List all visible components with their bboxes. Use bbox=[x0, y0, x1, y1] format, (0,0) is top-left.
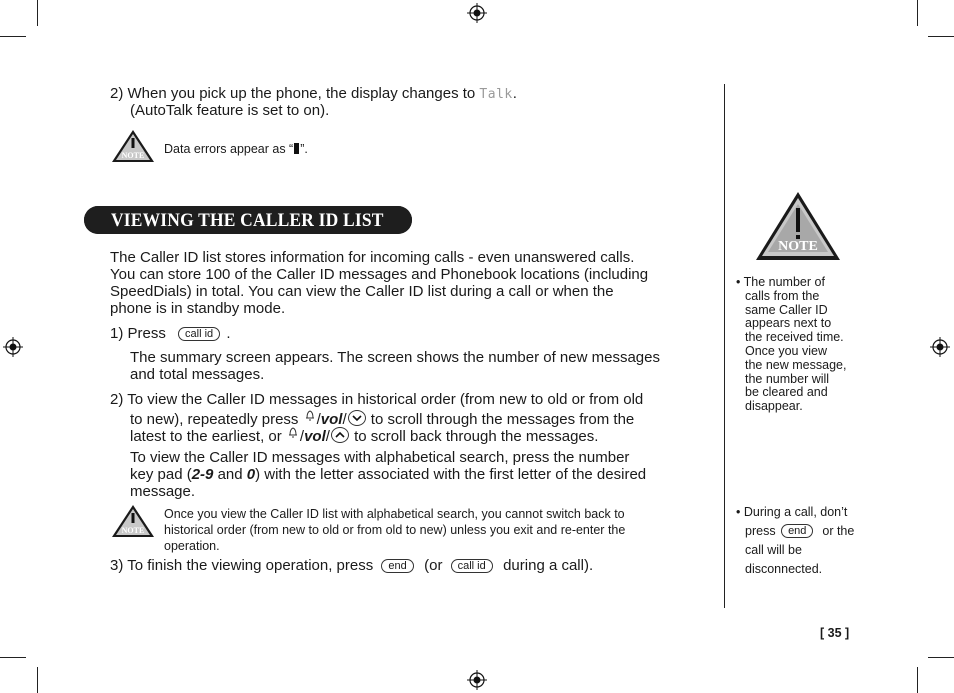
page-number: [ 35 ] bbox=[820, 626, 850, 640]
down-arrow-key-icon bbox=[348, 410, 366, 426]
step-3: 3) To finish the viewing operation, press end (or call id during a call). bbox=[110, 557, 594, 574]
step-2-line3: latest to the earliest, or /vol/ to scroll back through the messages. bbox=[130, 425, 598, 445]
svg-text:NOTE: NOTE bbox=[778, 239, 818, 254]
step-2-talk: 2) When you pick up the phone, the display changes to Talk. bbox=[110, 85, 517, 102]
step-2-alphabetical: To view the Caller ID messages with alphabetical search, press the number key pad (2-9 and 0) with the letter associated with the first letter of the desired message. bbox=[130, 449, 647, 500]
crop-mark bbox=[928, 36, 954, 37]
intro-paragraph: The Caller ID list stores information for incoming calls - even unanswered calls. You can store 100 of the Caller ID messages and Phonebook locations (including SpeedDials) in total. You can view the Caller ID list during a call or when the phone is in standby mode. bbox=[110, 249, 649, 317]
lcd-talk-display: Talk bbox=[479, 87, 513, 102]
step-2-line1: 2) To view the Caller ID messages in historical order (from new to old or from old bbox=[110, 391, 644, 408]
note-alphabetical-search: Once you view the Caller ID list with alphabetical search, you cannot switch back to historical order (from new to old or from old to new) unless you exit and re-enter the operation. bbox=[164, 507, 626, 553]
crop-mark bbox=[37, 0, 38, 26]
registration-mark-icon bbox=[467, 3, 487, 23]
sidebar-note-count: • The number of calls from the same Caller ID appears next to the received time. Once you view the new message, the number will be cleared and disappear. bbox=[736, 275, 847, 414]
column-divider bbox=[724, 84, 725, 608]
up-arrow-key-icon bbox=[331, 427, 349, 443]
end-key: end bbox=[781, 524, 813, 538]
crop-mark bbox=[0, 36, 26, 37]
registration-mark-icon bbox=[930, 337, 950, 357]
section-heading-banner bbox=[84, 206, 412, 234]
crop-mark bbox=[0, 657, 26, 658]
step-1-description: The summary screen appears. The screen shows the number of new messages and total messages. bbox=[130, 349, 660, 383]
error-block-glyph bbox=[294, 143, 299, 154]
crop-mark bbox=[917, 667, 918, 693]
note-data-errors: Data errors appear as “ ”. bbox=[164, 142, 308, 156]
crop-mark bbox=[37, 667, 38, 693]
note-icon bbox=[110, 128, 156, 164]
step-2-talk-line2: (AutoTalk feature is set to on). bbox=[130, 102, 330, 119]
svg-text:NOTE: NOTE bbox=[121, 151, 145, 160]
step-2-line2: to new), repeatedly press /vol/ to scroll through the messages from the bbox=[130, 408, 634, 428]
note-icon bbox=[110, 503, 156, 539]
registration-mark-icon bbox=[467, 670, 487, 690]
call-id-key: call id bbox=[451, 559, 493, 573]
crop-mark bbox=[928, 657, 954, 658]
crop-mark bbox=[917, 0, 918, 26]
bell-icon bbox=[286, 425, 300, 439]
end-key: end bbox=[381, 559, 413, 573]
section-title: VIEWING THE CALLER ID LIST bbox=[111, 210, 384, 231]
call-id-key: call id bbox=[178, 327, 220, 341]
note-icon bbox=[754, 190, 842, 262]
svg-text:NOTE: NOTE bbox=[121, 526, 145, 535]
registration-mark-icon bbox=[3, 337, 23, 357]
sidebar-note-during-call: • During a call, don’t press end or the call will be disconnected. bbox=[736, 505, 855, 576]
bell-icon bbox=[303, 408, 317, 422]
step-1: 1) Press call id . bbox=[110, 325, 231, 342]
